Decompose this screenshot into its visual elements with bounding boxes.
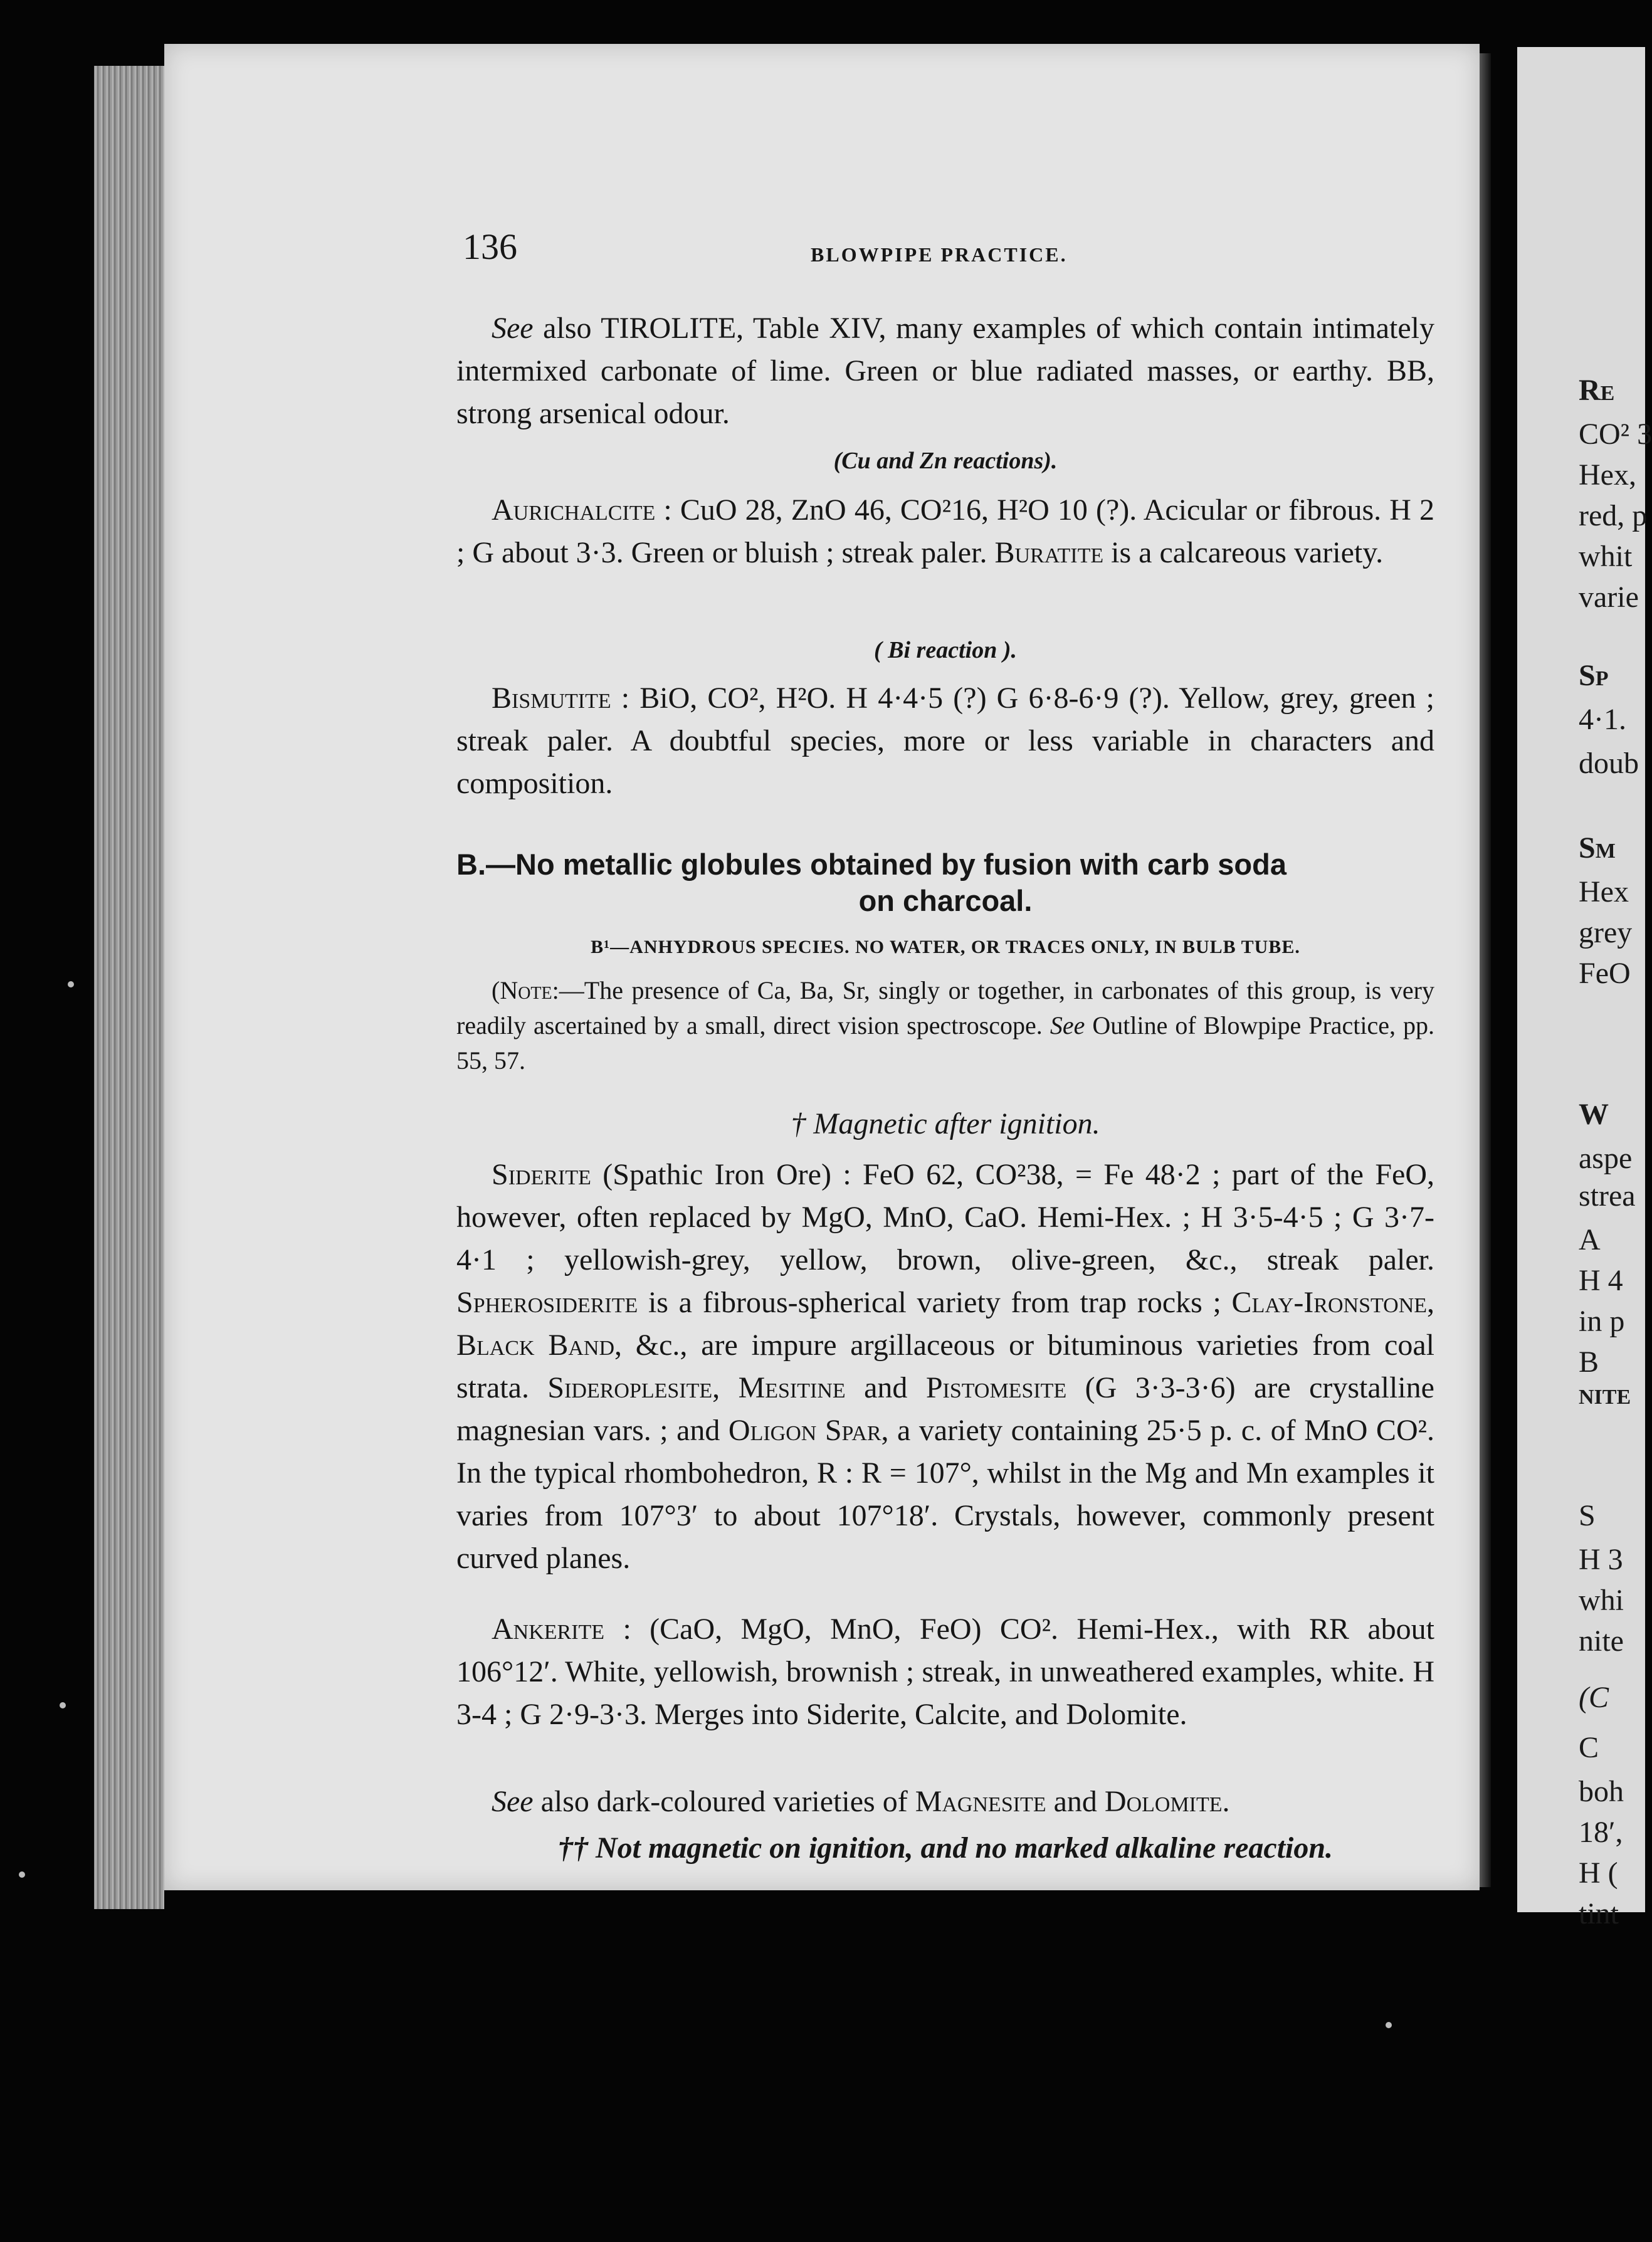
facing-line: red, p	[1579, 499, 1648, 532]
section-b-heading	[456, 846, 1434, 919]
facing-line: 18′,	[1579, 1816, 1623, 1849]
and-word: and	[1046, 1785, 1105, 1818]
facing-line: C	[1579, 1731, 1599, 1764]
see-also-dark-paragraph	[456, 1781, 1434, 1823]
facing-page	[1517, 47, 1652, 1930]
scan-speck	[19, 1871, 25, 1878]
siderite-paragraph	[456, 1154, 1434, 1580]
scan-speck	[60, 1702, 66, 1708]
siderite-text: (Spathic Iron Ore) : FeO 62, CO²38, = Fe 48·2 ; part of the FeO, however, often replaced by MgO, MnO, CaO. Hemi-Hex. ; H 3·5-4·5 ; G 3·7-4·1 ; yellowish-grey, yellow, brown, olive-green, &c., streak paler.	[456, 1158, 1434, 1276]
see-also-text: also dark-coloured varieties of	[533, 1785, 915, 1818]
facing-line: whit	[1579, 540, 1633, 573]
facing-line: doub	[1579, 747, 1639, 780]
sideroplesite-name: Sideroplesite, Mesitine	[547, 1371, 846, 1404]
facing-line: H (	[1579, 1856, 1618, 1890]
period: .	[1222, 1785, 1230, 1818]
aurichalcite-name: Aurichalcite	[492, 493, 656, 527]
see-word: See	[492, 1785, 534, 1818]
scan-speck	[1386, 2022, 1392, 2028]
facing-line: H 4	[1579, 1264, 1623, 1297]
aurichalcite-paragraph	[456, 489, 1434, 574]
facing-line: nite	[1579, 1624, 1624, 1658]
clay-ironstone-text: , &c., are impure argillaceous or bituminous varieties from coal strata.	[456, 1329, 1434, 1404]
dolomite-name: Dolomite	[1104, 1785, 1223, 1818]
page-stack-edge	[94, 66, 164, 1909]
bismutite-text: : BiO, CO², H²O. H 4·4·5 (?) G 6·8-6·9 (?). Yellow, grey, green ; streak paler. A doubtful species, more or less variable in characters and composition.	[456, 682, 1434, 800]
page-number: 136	[463, 226, 517, 267]
note-tail: Outline of Blowpipe Practice, pp. 55, 57.	[456, 1011, 1435, 1075]
bi-reaction-heading: ( Bi reaction ).	[874, 637, 1017, 663]
gutter-shadow	[1480, 53, 1491, 1887]
facing-line: FeO	[1579, 957, 1631, 990]
ankerite-text: : (CaO, MgO, MnO, FeO) CO². Hemi-Hex., with RR about 106°12′. White, yellowish, brownish ; streak, in unweathered examples, white. H 3-4 ; G 2·9-3·3. Merges into Siderite, Calcite, and Dolomite.	[456, 1613, 1434, 1731]
facing-line: aspe	[1579, 1142, 1633, 1175]
facing-line: Re	[1579, 374, 1615, 407]
section-b-line1: B.—No metallic globules obtained by fusion with carb soda	[456, 848, 1286, 881]
facing-line: tint	[1579, 1897, 1619, 1930]
facing-line: CO² 3	[1579, 418, 1652, 451]
clay-ironstone-name: Clay-Ironstone, Black Band	[456, 1286, 1435, 1362]
bismutite-name: Bismutite	[492, 682, 611, 715]
scan-speck	[68, 981, 74, 987]
note-see-word: See	[1050, 1011, 1085, 1039]
facing-line: Sm	[1579, 831, 1616, 865]
tirolite-text: also TIROLITE, Table XIV, many examples of which contain intimately intermixed carbonate of lime. Green or blue radiated masses, or earthy. BB, strong arsenical odour.	[456, 312, 1434, 430]
section-b-line2: on charcoal.	[858, 884, 1033, 917]
buratite-name: Buratite	[994, 536, 1104, 569]
oligon-spar-text: , a variety containing 25·5 p. c. of MnO CO². In the typical rhombohedron, R : R = 107°, whilst in the Mg and Mn examples it varies from 107°3′ to about 107°18′. Crystals, however, commonly present curved planes.	[456, 1414, 1434, 1575]
note-text: :—The presence of Ca, Ba, Sr, singly or together, in carbonates of this group, is very readily ascertained by a small, direct vision spectroscope.	[456, 976, 1434, 1039]
facing-line: S	[1579, 1499, 1596, 1532]
spherosiderite-name: Spherosiderite	[456, 1286, 638, 1319]
b1-subheading: B¹—ANHYDROUS SPECIES. NO WATER, OR TRACES ONLY, IN BULB TUBE.	[591, 937, 1300, 957]
not-magnetic-heading: †† Not magnetic on ignition, and no marked alkaline reaction.	[557, 1831, 1334, 1865]
facing-line: Sp	[1579, 659, 1609, 692]
tirolite-paragraph	[456, 307, 1434, 435]
magnetic-heading: † Magnetic after ignition.	[791, 1107, 1100, 1140]
facing-line: (C	[1579, 1681, 1609, 1714]
facing-line: in p	[1579, 1305, 1625, 1338]
running-head	[463, 226, 1447, 276]
facing-line: whi	[1579, 1584, 1624, 1617]
facing-line: 4·1.	[1579, 703, 1626, 736]
facing-line: varie	[1579, 581, 1639, 614]
spherosiderite-text: is a fibrous-spherical variety from trap rocks ;	[638, 1286, 1221, 1319]
page-title: BLOWPIPE PRACTICE.	[811, 243, 1068, 266]
ankerite-paragraph	[456, 1608, 1434, 1736]
facing-line: boh	[1579, 1775, 1624, 1808]
facing-line: A	[1579, 1223, 1601, 1256]
bismutite-paragraph	[456, 677, 1434, 805]
facing-line: Hex,	[1579, 458, 1636, 492]
facing-line: Hex	[1579, 875, 1629, 908]
ankerite-name: Ankerite	[492, 1613, 605, 1646]
facing-line: grey	[1579, 916, 1633, 949]
pistomesite-text: (G 3·3-3·6) are crystalline magnesian vars. ; and	[456, 1371, 1434, 1447]
facing-line: strea	[1579, 1179, 1636, 1213]
and-word: and	[845, 1371, 926, 1404]
pistomesite-name: Pistomesite	[925, 1371, 1067, 1404]
note-paragraph: (Note:—The presence of Ca, Ba, Sr, singly or together, in carbonates of this group, is very readily ascertained by a small, direct vision spectroscope. See Outline of Blowpipe Practice, pp. 55, 57.	[456, 976, 1435, 1075]
siderite-name: Siderite	[492, 1158, 591, 1191]
note-label: Note	[500, 976, 552, 1004]
facing-line: NITE	[1579, 1386, 1631, 1409]
buratite-text: is a calcareous variety.	[1103, 536, 1384, 569]
magnesite-name: Magnesite	[915, 1785, 1046, 1818]
facing-line: B	[1579, 1345, 1599, 1379]
facing-line: W	[1579, 1098, 1609, 1131]
see-word: See	[492, 312, 534, 345]
cu-zn-reactions-heading: (Cu and Zn reactions).	[833, 448, 1058, 474]
facing-line: H 3	[1579, 1543, 1623, 1576]
oligon-spar-name: Oligon Spar	[728, 1414, 881, 1447]
aurichalcite-text: : CuO 28, ZnO 46, CO²16, H²O 10 (?). Acicular or fibrous. H 2 ; G about 3·3. Green or bluish ; streak paler.	[456, 493, 1434, 569]
